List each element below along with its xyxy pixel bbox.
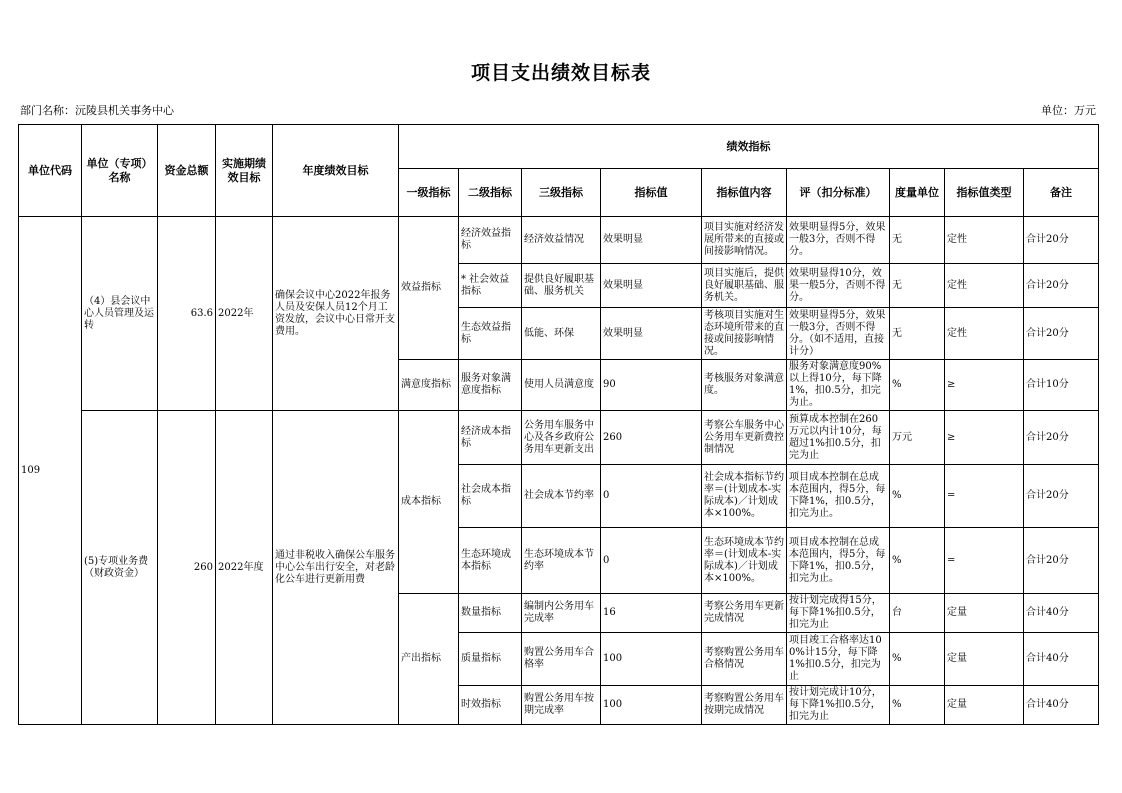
project-funds: 63.6 xyxy=(158,217,216,411)
scoring-standard: 服务对象满意度90%以上得10分，每下降1%，扣0.5分，扣完为止。 xyxy=(787,360,890,411)
header-value-type: 指标值类型 xyxy=(945,169,1024,217)
measure-unit: % xyxy=(890,528,945,594)
measure-unit: 万元 xyxy=(890,411,945,465)
measure-unit: 无 xyxy=(890,217,945,264)
measure-unit: 无 xyxy=(890,264,945,308)
remark: 合计40分 xyxy=(1024,594,1099,633)
indicator-content: 考察公务用车更新完成情况 xyxy=(702,594,787,633)
value-type: 定性 xyxy=(945,264,1024,308)
measure-unit: % xyxy=(890,465,945,528)
level3-indicator: 社会成本节约率 xyxy=(522,465,601,528)
level2-indicator: 生态效益指标 xyxy=(459,308,522,360)
value-type: 定量 xyxy=(945,633,1024,686)
value-type: 定性 xyxy=(945,308,1024,360)
project-name: (5)专项业务费（财政资金） xyxy=(82,411,158,725)
header-remark: 备注 xyxy=(1024,169,1099,217)
level3-indicator: 低能、环保 xyxy=(522,308,601,360)
measure-unit: % xyxy=(890,633,945,686)
header-unit-code: 单位代码 xyxy=(19,125,82,217)
remark: 合计20分 xyxy=(1024,528,1099,594)
page-title: 项目支出绩效目标表 xyxy=(470,62,651,84)
indicator-value: 16 xyxy=(601,594,702,633)
level2-indicator: 数量指标 xyxy=(459,594,522,633)
department-name: 部门名称：沅陵县机关事务中心 xyxy=(20,104,174,117)
indicator-value: 0 xyxy=(601,528,702,594)
currency-unit: 单位：万元 xyxy=(1041,104,1096,117)
header-content: 指标值内容 xyxy=(702,169,787,217)
remark: 合计20分 xyxy=(1024,411,1099,465)
level2-indicator: 经济成本指标 xyxy=(459,411,522,465)
remark: 合计40分 xyxy=(1024,633,1099,686)
header-total-funds: 资金总额 xyxy=(158,125,216,217)
level3-indicator: 经济效益情况 xyxy=(522,217,601,264)
value-type: ≥ xyxy=(945,360,1024,411)
level2-indicator: 服务对象满意度指标 xyxy=(459,360,522,411)
remark: 合计40分 xyxy=(1024,686,1099,725)
indicator-content: 考察公车服务中心公务用车更新费控制情况 xyxy=(702,411,787,465)
scoring-standard: 项目竣工合格率达100%计15分，每下降1%扣0.5分，扣完为止 xyxy=(787,633,890,686)
project-funds: 260 xyxy=(158,411,216,725)
measure-unit: % xyxy=(890,686,945,725)
indicator-content: 考察购置公务用车合格情况 xyxy=(702,633,787,686)
scoring-standard: 项目成本控制在总成本范围内，得5分，每下降1%，扣0.5分，扣完为止。 xyxy=(787,465,890,528)
level2-indicator: 生态环境成本指标 xyxy=(459,528,522,594)
project-name: （4）县会议中心人员管理及运转 xyxy=(82,217,158,411)
value-type: 定量 xyxy=(945,686,1024,725)
unit-code-cell: 109 xyxy=(19,217,82,725)
indicator-content: 项目实施后，提供良好履职基础、服务机关。 xyxy=(702,264,787,308)
value-type: = xyxy=(945,465,1024,528)
level3-indicator: 生态环境成本节约率 xyxy=(522,528,601,594)
indicator-value: 效果明显 xyxy=(601,308,702,360)
level1-indicator: 成本指标 xyxy=(399,411,459,594)
header-level2: 二级指标 xyxy=(459,169,522,217)
measure-unit: 台 xyxy=(890,594,945,633)
scoring-standard: 按计划完成计10分，每下降1%扣0.5分，扣完为止 xyxy=(787,686,890,725)
project-annual-target: 通过非税收入确保公车服务中心公车出行安全，对老龄化公车进行更新用费 xyxy=(273,411,399,725)
measure-unit: % xyxy=(890,360,945,411)
measure-unit: 无 xyxy=(890,308,945,360)
level1-indicator: 产出指标 xyxy=(399,594,459,725)
remark: 合计20分 xyxy=(1024,308,1099,360)
level2-indicator: 经济效益指标 xyxy=(459,217,522,264)
level3-indicator: 购置公务用车合格率 xyxy=(522,633,601,686)
header-value: 指标值 xyxy=(601,169,702,217)
level3-indicator: 提供良好履职基础、服务机关 xyxy=(522,264,601,308)
indicator-content: 社会成本指标节约率＝(计划成本-实际成本)／计划成本×100%。 xyxy=(702,465,787,528)
header-indicators: 绩效指标 xyxy=(399,125,1099,169)
value-type: = xyxy=(945,528,1024,594)
remark: 合计20分 xyxy=(1024,465,1099,528)
level1-indicator: 效益指标 xyxy=(399,217,459,360)
table-row xyxy=(19,411,1099,465)
project-period: 2022年度 xyxy=(216,411,273,725)
remark: 合计20分 xyxy=(1024,217,1099,264)
header-level3: 三级指标 xyxy=(522,169,601,217)
indicator-value: 90 xyxy=(601,360,702,411)
header-unit-name: 单位（专项）名称 xyxy=(82,125,158,217)
indicator-value: 100 xyxy=(601,633,702,686)
project-period: 2022年 xyxy=(216,217,273,411)
level2-indicator: 社会成本指标 xyxy=(459,465,522,528)
header-period-target: 实施期绩效目标 xyxy=(216,125,273,217)
scoring-standard: 效果明显得5分，效果一般3分，否则不得分。（如不适用，直接计分） xyxy=(787,308,890,360)
remark: 合计10分 xyxy=(1024,360,1099,411)
indicator-content: 考察购置公务用车按期完成情况 xyxy=(702,686,787,725)
value-type: 定量 xyxy=(945,594,1024,633)
project-annual-target: 确保会议中心2022年报务人员及安保人员12个月工资发放，会议中心日常开支费用。 xyxy=(273,217,399,411)
indicator-content: 项目实施对经济发展所带来的直接或间接影响情况。 xyxy=(702,217,787,264)
indicator-content: 考核服务对象满意度。 xyxy=(702,360,787,411)
value-type: ≥ xyxy=(945,411,1024,465)
header-measure-unit: 度量单位 xyxy=(890,169,945,217)
level3-indicator: 公务用车服务中心及各乡政府公务用车更新支出 xyxy=(522,411,601,465)
indicator-content: 生态环境成本节约率＝(计划成本-实际成本)／计划成本×100%。 xyxy=(702,528,787,594)
indicator-value: 260 xyxy=(601,411,702,465)
level1-indicator: 满意度指标 xyxy=(399,360,459,411)
scoring-standard: 效果明显得5分，效果一般3分，否则不得分。 xyxy=(787,217,890,264)
indicator-value: 效果明显 xyxy=(601,217,702,264)
scoring-standard: 项目成本控制在总成本范围内，得5分，每下降1%，扣0.5分，扣完为止。 xyxy=(787,528,890,594)
level2-indicator: * 社会效益指标 xyxy=(459,264,522,308)
remark: 合计20分 xyxy=(1024,264,1099,308)
level2-indicator: 时效指标 xyxy=(459,686,522,725)
indicator-content: 考核项目实施对生态环境所带来的直接或间接影响情况。 xyxy=(702,308,787,360)
level2-indicator: 质量指标 xyxy=(459,633,522,686)
level3-indicator: 购置公务用车按期完成率 xyxy=(522,686,601,725)
indicator-value: 效果明显 xyxy=(601,264,702,308)
scoring-standard: 按计划完成得15分，每下降1%扣0.5分，扣完为止 xyxy=(787,594,890,633)
indicator-value: 100 xyxy=(601,686,702,725)
value-type: 定性 xyxy=(945,217,1024,264)
scoring-standard: 效果明显得10分，效果一般5分，否则不得分。 xyxy=(787,264,890,308)
level3-indicator: 编制内公务用车完成率 xyxy=(522,594,601,633)
table-row xyxy=(19,217,1099,264)
level3-indicator: 使用人员满意度 xyxy=(522,360,601,411)
indicator-value: 0 xyxy=(601,465,702,528)
scoring-standard: 预算成本控制在260万元以内计10分，每超过1%扣0.5分，扣完为止 xyxy=(787,411,890,465)
performance-target-table xyxy=(18,124,1099,725)
header-level1: 一级指标 xyxy=(399,169,459,217)
header-scoring: 评（扣分标准） xyxy=(787,169,890,217)
header-annual-target: 年度绩效目标 xyxy=(273,125,399,217)
